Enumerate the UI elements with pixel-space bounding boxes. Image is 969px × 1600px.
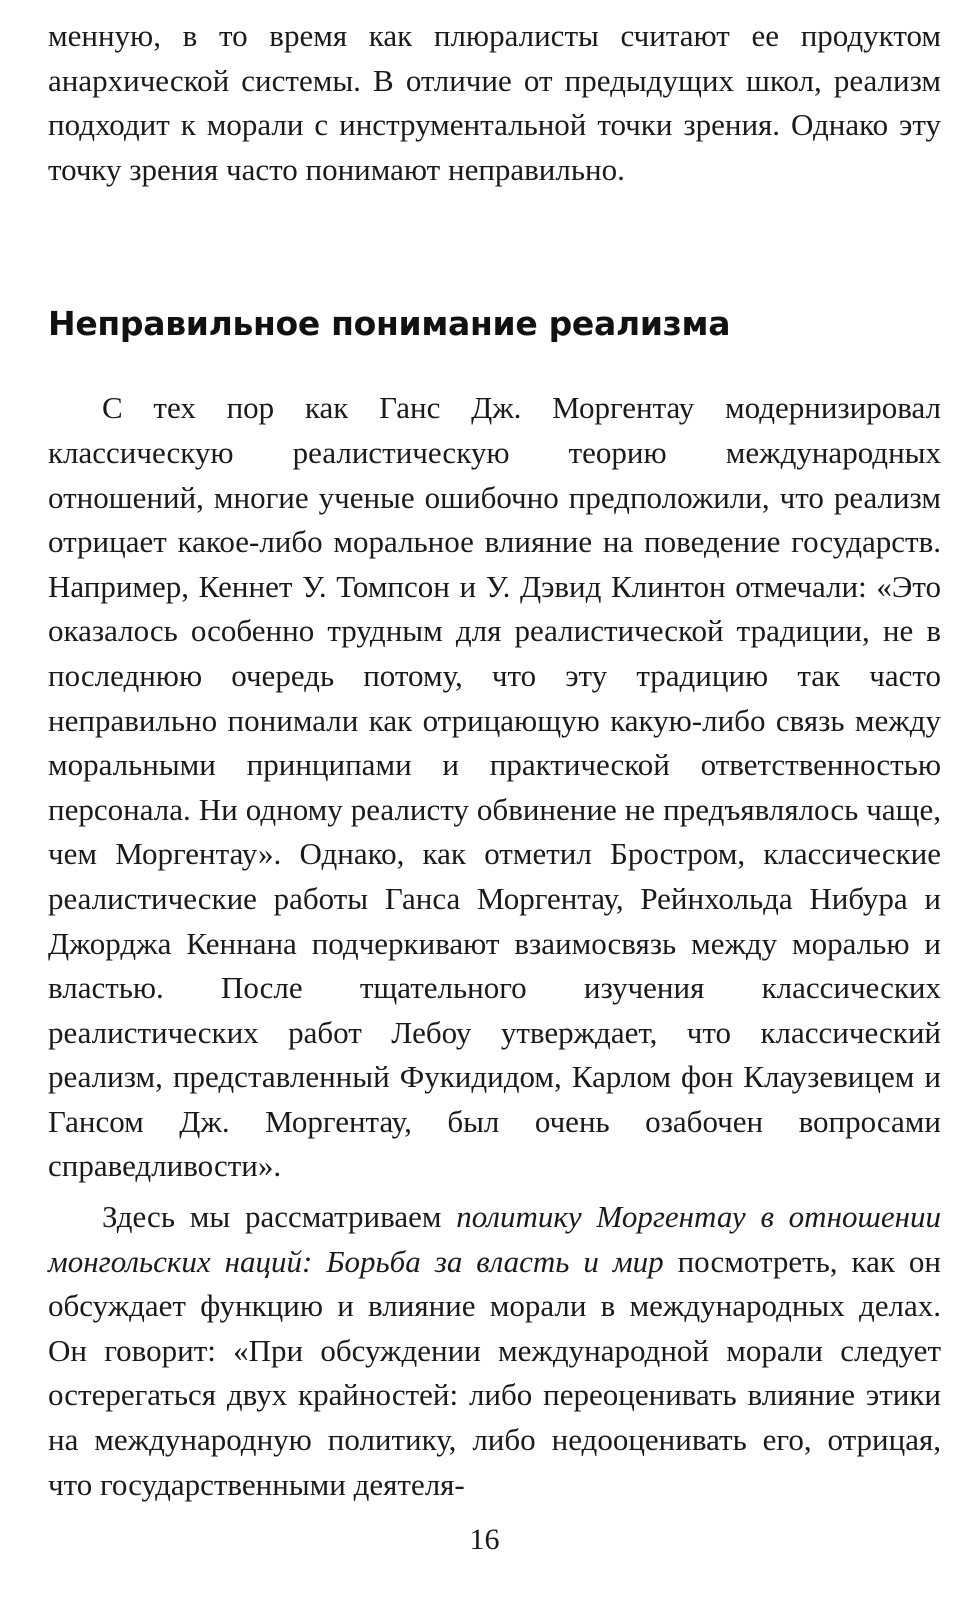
book-title-italic: политику Моргентау в отношении монгольских наций: Борьба за власть и мир (48, 1199, 941, 1279)
body-paragraph-2 (48, 1195, 941, 1507)
intro-paragraph: менную, в то время как плюралисты считают ее продуктом анархической системы. В отличие от предыдущих школ, реализм подходит к морали с инструментальной точки зрения. Однако эту точку зрения часто понимают неправильно. (48, 18, 941, 187)
page-number: 16 (469, 1523, 500, 1556)
paragraph-2-rest: посмотреть, как он обсуждает функцию и влияние морали в международных делах. Он говорит: «При обсуждении международной морали следует остерегаться двух крайностей: либо переоценивать влияние этики на международную политику, либо недооценивать его, отрицая, что государственными деятеля- (48, 1243, 941, 1502)
paragraph-2-lead: Здесь мы рассматриваем (102, 1199, 457, 1235)
section-heading: Неправильное понимание реализма (48, 304, 731, 344)
book-page (48, 14, 941, 1586)
body-paragraph-1: С тех пор как Ганс Дж. Моргентау модернизировал классическую реалистическую теорию международных отношений, многие ученые ошибочно предположили, что реализм отрицает какое-либо моральное влияние на поведение государств. Например, Кеннет У. Томпсон и У. Дэвид Клинтон отмечали: «Это оказалось особенно трудным для реалистической традиции, не в последнюю очередь потому, что эту традицию так часто неправильно понимали как отрицающую какую-либо связь между моральными принципами и практической ответственностью персонала. Ни одному реалисту обвинение не предъявлялось чаще, чем Моргентау». Однако, как отметил Бростром, классические реалистические работы Ганса Моргентау, Рейнхольда Нибура и Джорджа Кеннана подчеркивают взаимосвязь между моралью и властью. После тщательного изучения классических реалистических работ Лебоу утверждает, что классический реализм, представленный Фукидидом, Карлом фон Клаузевицем и Гансом Дж. Моргентау, был очень озабочен вопросами справедливости». (48, 390, 941, 1184)
